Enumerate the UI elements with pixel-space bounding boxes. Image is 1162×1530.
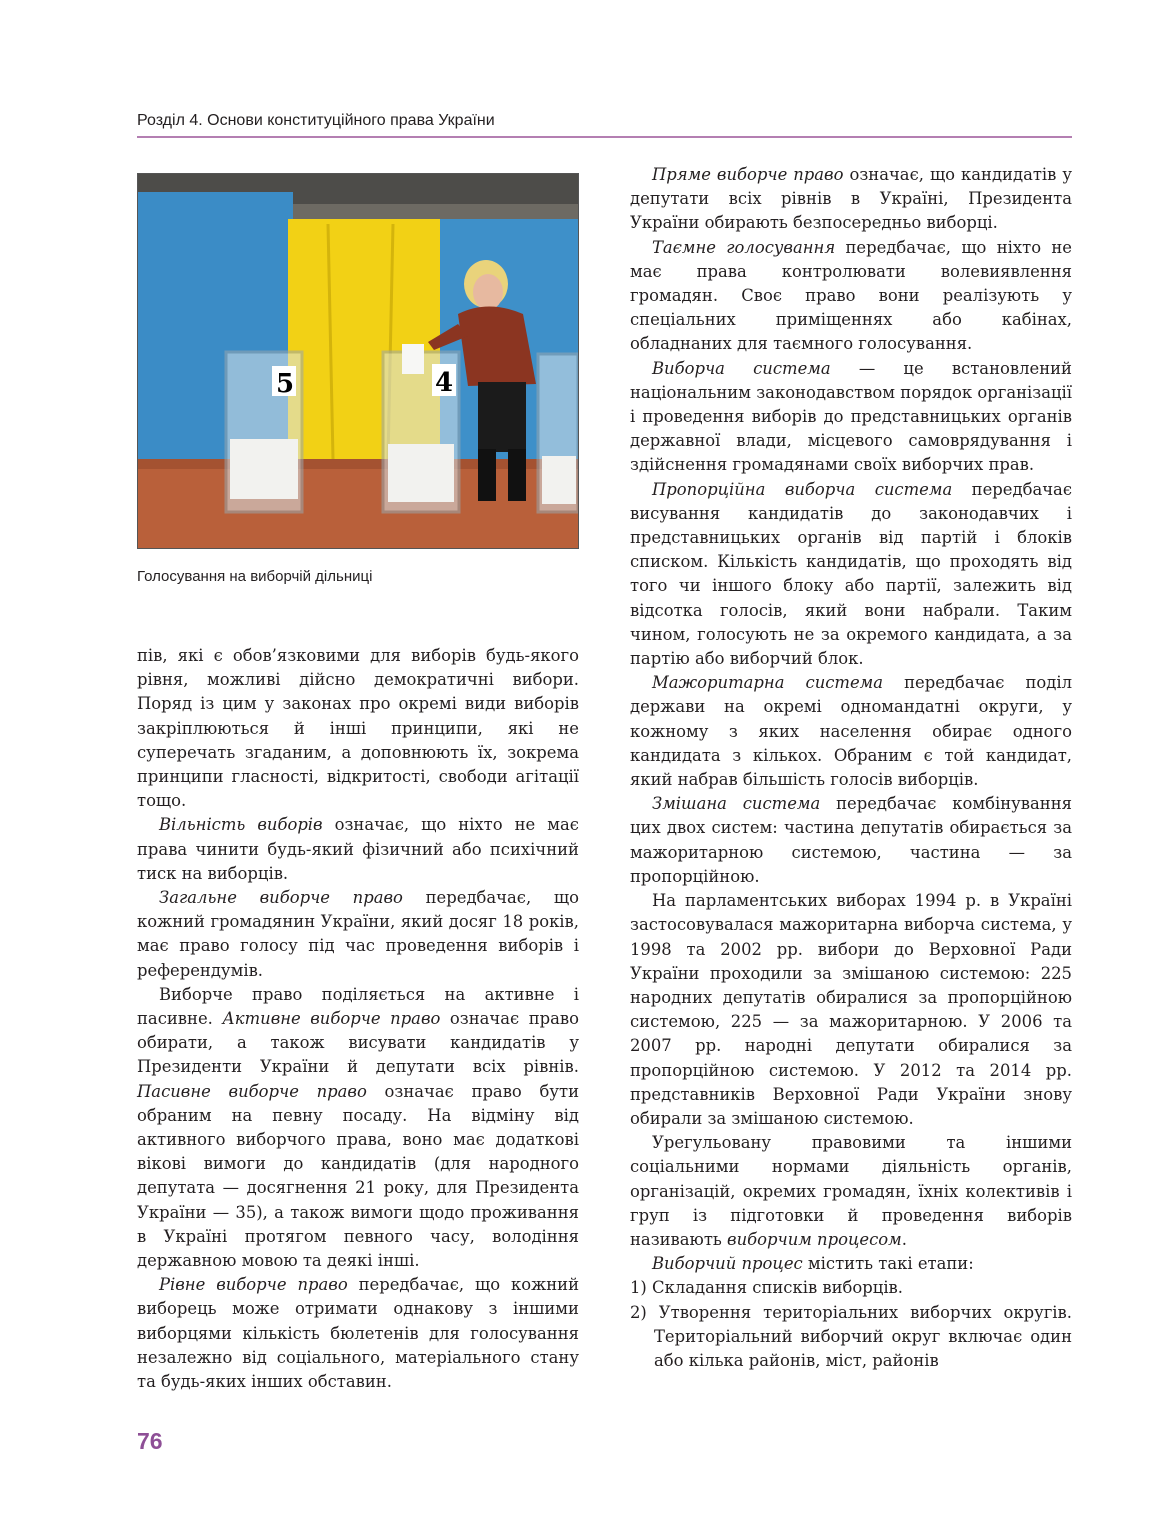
paragraph — [630, 792, 1072, 889]
paragraph — [137, 886, 579, 983]
paragraph — [630, 163, 1072, 236]
term: Пропорційна виборча система — [652, 479, 953, 499]
paragraph — [630, 357, 1072, 478]
term: Мажоритарна система — [652, 673, 884, 693]
voting-photo — [137, 173, 579, 549]
text: передбачає висування кандидатів до законодавчих і представницьких органів від партій і блоків списком. Кількість кандидатів, що проходять від того чи іншого блоку або партії, залежить від відсотка голосів, який вони набрали. Таким чином, голосують не за окремого кандидата, а за партію або виборчий блок. — [630, 479, 1072, 669]
text: — це встановлений національним законодавством порядок організації і проведення виборів до представницьких органів державної влади, місцевого самоврядування і здійснення громадянами своїх виборчих прав. — [630, 358, 1072, 475]
voting-illustration — [138, 174, 578, 548]
term: Змішана система — [652, 794, 821, 814]
list-item: 1) Складання списків виборців. — [630, 1278, 903, 1298]
term: Рівне виборче право — [159, 1275, 348, 1295]
list-item: 2) Утворення територіальних виборчих округів. Територіальний виборчий округ включає один або кілька районів, міст, районів — [630, 1302, 1072, 1370]
paragraph — [630, 236, 1072, 357]
term: Виборча система — [652, 358, 831, 378]
page-number: 76 — [137, 1428, 163, 1454]
term: Виборчий процес — [652, 1254, 803, 1274]
text: означає право бути обраним на певну посаду. На відміну від активного виборчого права, воно має додаткові вікові вимоги до кандидатів (для народного депутата — досягнення 21 року, для Президента України — 35), а також вимоги щодо проживання в Україні протягом певного часу, володіння державною мовою та деякі інші. — [137, 1081, 580, 1271]
paragraph — [630, 478, 1072, 672]
box-number-left: 5 — [276, 369, 295, 399]
text: Урегульовану правовими та іншими соціальними нормами діяльність органів, організацій, окремих громадян, їхніх колективів і груп із підготовки й проведення виборів називають — [630, 1133, 1072, 1249]
text: означає, що кандидатів у депутати всіх рівнів в Україні, Президента України обирають безпосередньо виборці. — [630, 165, 1073, 233]
paragraph — [630, 1252, 1072, 1276]
text: передбачає поділ держави на окремі одномандатні округи, у кожному з яких населення обирає одного кандидата з кількох. Обраним є той кандидат, який набрав більшість голосів виборців. — [630, 673, 1072, 790]
term: виборчим процесом — [727, 1229, 902, 1249]
paragraph: пів, які є обов’язковими для виборів будь-якого рівня, можливі дійсно демократичні вибори. Поряд із цим у законах про окремі види виборів закріплюються й інші принципи, які не суперечать згаданим, а доповнюють їх, зокрема принципи гласності, відкритості, свободи агітації тощо. — [137, 646, 579, 811]
left-column — [137, 644, 579, 1394]
paragraph — [137, 983, 579, 1273]
text: Виборче право поділяється на активне і пасивне. — [137, 984, 579, 1029]
text: передбачає, що кожний громадянин України, який досяг 18 років, має право голосу під час проведення виборів і референдумів. — [137, 888, 580, 980]
term: Активне виборче право — [222, 1009, 441, 1029]
text: передбачає комбінування цих двох систем: частина депутатів обирається за мажоритарною системою, частина — за пропорційною. — [630, 794, 1072, 886]
paragraph — [137, 813, 579, 886]
photo-caption: Голосування на виборчій дільниці — [137, 568, 373, 585]
term: Вільність виборів — [159, 815, 323, 835]
text: містить такі етапи: — [802, 1254, 974, 1274]
text: означає право обирати, а також висувати кандидатів у Президенти України й депутати всіх рівнів. — [137, 1009, 580, 1077]
term: Пасивне виборче право — [137, 1081, 367, 1101]
page-header — [137, 110, 1072, 138]
text: означає, що ніхто не має права чинити будь-який фізичний або психічний тиск на виборців. — [137, 815, 579, 883]
text: передбачає, що кожний виборець може отримати однакову з іншими виборцями кількість бюлетенів для голосування незалежно від соціального, матеріального стану та будь-яких інших обставин. — [137, 1275, 579, 1392]
paragraph — [137, 1273, 579, 1394]
paragraph — [630, 671, 1072, 792]
section-title: Розділ 4. Основи конституційного права України — [137, 112, 495, 129]
text: . — [901, 1229, 907, 1249]
text: передбачає, що ніхто не має права контролювати волевиявлення громадян. Своє право вони реалізують у спеціальних приміщеннях або кабінах, обладнаних для таємного голосування. — [630, 237, 1072, 354]
box-number-right: 4 — [435, 368, 454, 398]
term: Пряме виборче право — [652, 165, 844, 184]
paragraph: На парламентських виборах 1994 р. в Україні застосовувалася мажоритарна виборча система, у 1998 та 2002 рр. вибори до Верховної Ради України проходили за змішаною системою: 225 народних депутатів обиралися за пропорційною системою, 225 — за мажоритарною. У 2006 та 2007 рр. народні депутати обиралися за пропорційною системою. У 2012 та 2014 рр. представників Верховної Ради України знову обирали за змішаною системою. — [630, 891, 1072, 1128]
term: Загальне виборче право — [159, 888, 403, 908]
paragraph — [630, 1131, 1072, 1252]
term: Таємне голосування — [652, 237, 836, 257]
right-column — [630, 163, 1072, 1373]
